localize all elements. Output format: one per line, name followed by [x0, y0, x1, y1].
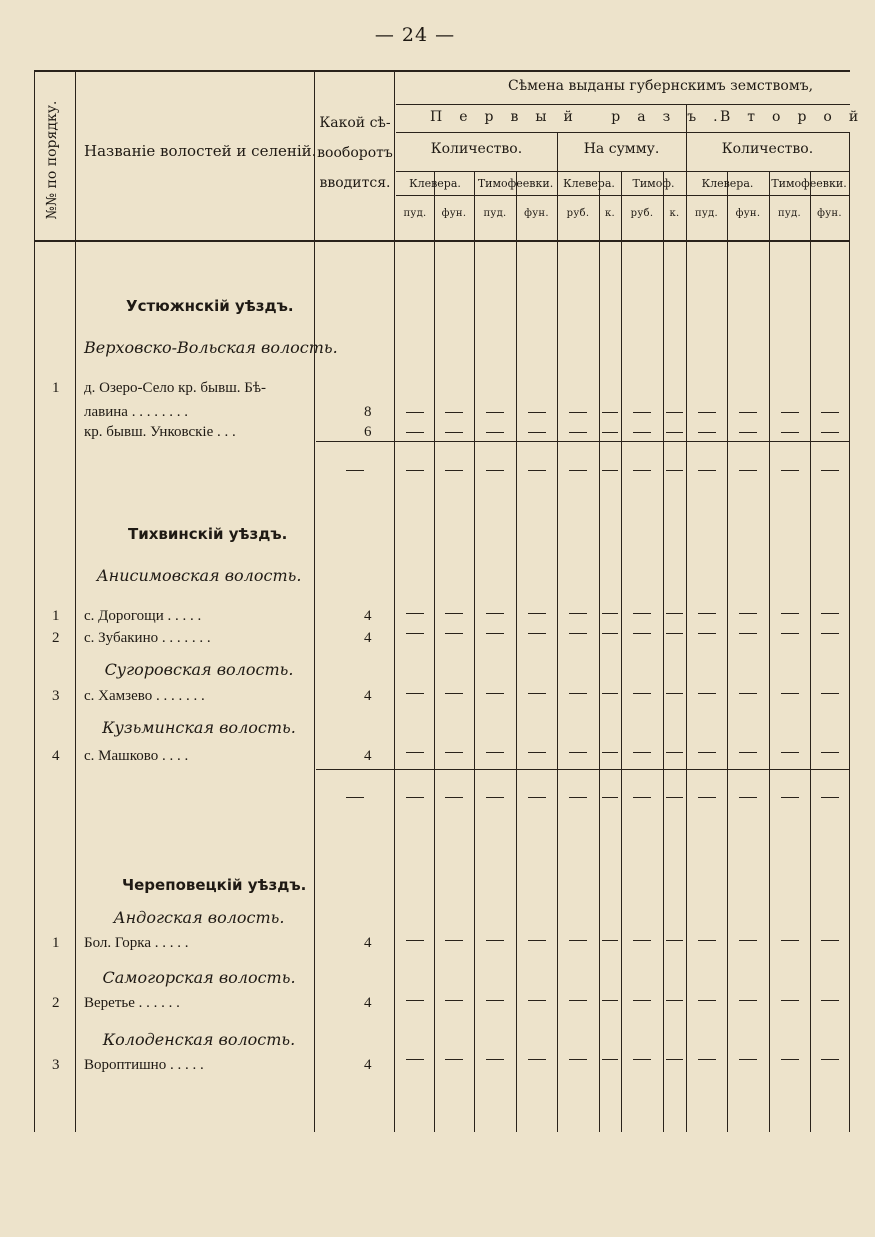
- empty-cell-dash: [569, 797, 587, 798]
- empty-cell-dash: [406, 797, 424, 798]
- empty-cell-dash: [486, 1000, 504, 1001]
- empty-cell-dash: [406, 470, 424, 471]
- empty-cell-dash: [445, 752, 463, 753]
- empty-cell-dash: [781, 470, 799, 471]
- empty-cell-dash: [602, 613, 618, 614]
- empty-cell-dash: [781, 797, 799, 798]
- empty-cell-dash: [698, 797, 716, 798]
- empty-cell-dash: [528, 470, 546, 471]
- empty-cell-dash: [486, 1059, 504, 1060]
- empty-cell-dash: [569, 752, 587, 753]
- empty-cell-dash: [739, 633, 757, 634]
- column-rule: [314, 70, 315, 1132]
- issued-header: Сѣмена выданы губернскимъ земствомъ,: [508, 78, 814, 94]
- row-number: 3: [52, 688, 60, 704]
- empty-cell-dash: [445, 1000, 463, 1001]
- empty-cell-dash: [528, 797, 546, 798]
- column-rule: [434, 171, 435, 1132]
- row-number: 1: [52, 608, 60, 624]
- volost-name: Андогская волость.: [113, 908, 285, 927]
- empty-cell-dash: [781, 432, 799, 433]
- column-rule: [849, 132, 850, 1132]
- empty-cell-dash: [739, 752, 757, 753]
- empty-cell-dash: [633, 470, 651, 471]
- rotation-value: 4: [364, 995, 372, 1011]
- empty-cell-dash: [739, 940, 757, 941]
- uezd-title: Устюжнскій уѣздъ.: [126, 297, 294, 315]
- header-rule: [396, 104, 850, 105]
- unit-label: пуд.: [694, 208, 719, 219]
- column-rule: [810, 171, 811, 1132]
- unit-label: фун.: [524, 208, 549, 219]
- rotation-value: 8: [364, 404, 372, 420]
- empty-cell-dash: [666, 432, 683, 433]
- empty-cell-dash: [666, 412, 683, 413]
- header-rule: [396, 171, 850, 172]
- page-number: — 24 —: [374, 24, 456, 46]
- rotation-value: 4: [364, 630, 372, 646]
- empty-cell-dash: [666, 693, 683, 694]
- unit-label: фун.: [735, 208, 761, 219]
- empty-cell-dash: [821, 752, 839, 753]
- empty-cell-dash: [821, 940, 839, 941]
- empty-cell-dash: [445, 470, 463, 471]
- empty-cell-dash: [569, 1059, 587, 1060]
- column-rule: [474, 171, 475, 1132]
- empty-cell-dash: [528, 1059, 546, 1060]
- empty-cell-dash: [698, 432, 716, 433]
- village-name: д. Озеро-Село кр. бывш. Бѣ-: [84, 380, 267, 396]
- column-rule: [557, 132, 558, 1132]
- empty-cell-dash: [406, 412, 424, 413]
- empty-cell-dash: [666, 1000, 683, 1001]
- empty-cell-dash: [633, 797, 651, 798]
- unit-label: к.: [669, 208, 680, 219]
- empty-cell-dash: [739, 613, 757, 614]
- volost-name: Сугоровская волость.: [104, 660, 294, 679]
- empty-cell-dash: [569, 412, 587, 413]
- empty-cell-dash: [666, 613, 683, 614]
- empty-cell-dash: [698, 613, 716, 614]
- empty-cell-dash: [406, 693, 424, 694]
- village-name: лавина . . . . . . . .: [84, 404, 188, 420]
- volost-name: Верховско-Вольская волость.: [84, 338, 338, 357]
- uezd-title: Тихвинскій уѣздъ.: [128, 525, 288, 543]
- table-top-border: [34, 70, 850, 72]
- empty-cell-dash: [633, 412, 651, 413]
- empty-cell-dash: [602, 432, 618, 433]
- empty-cell-dash: [528, 693, 546, 694]
- row-number: 4: [52, 748, 60, 764]
- village-name: Веретье . . . . . .: [84, 995, 180, 1011]
- empty-cell-dash: [486, 633, 504, 634]
- empty-cell-dash: [569, 432, 587, 433]
- rotation-value: 6: [364, 424, 372, 440]
- name-header: Названіе волостей и селеній.: [84, 142, 317, 160]
- empty-cell-dash: [528, 613, 546, 614]
- empty-cell-dash: [445, 797, 463, 798]
- empty-cell-dash: [821, 613, 839, 614]
- empty-cell-dash: [569, 693, 587, 694]
- empty-cell-dash: [602, 693, 618, 694]
- empty-cell-dash: [602, 470, 618, 471]
- empty-cell-dash: [486, 693, 504, 694]
- column-rule: [663, 171, 664, 1132]
- rotation-header-line3: вводится.: [319, 175, 391, 191]
- empty-cell-dash: [633, 693, 651, 694]
- empty-cell-dash: [698, 1059, 716, 1060]
- empty-cell-dash: [486, 412, 504, 413]
- row-number: 2: [52, 630, 60, 646]
- empty-cell-dash: [346, 797, 364, 798]
- empty-cell-dash: [698, 693, 716, 694]
- second-time-header: Второй: [720, 109, 875, 125]
- empty-cell-dash: [821, 797, 839, 798]
- unit-label: руб.: [566, 208, 590, 219]
- village-name: с. Зубакино . . . . . . .: [84, 630, 211, 646]
- row-number: 2: [52, 995, 60, 1011]
- amount-header: На сумму.: [583, 141, 660, 157]
- empty-cell-dash: [528, 1000, 546, 1001]
- rotation-value: 4: [364, 608, 372, 624]
- column-rule: [686, 104, 687, 1132]
- empty-cell-dash: [781, 1059, 799, 1060]
- unit-label: пуд.: [403, 208, 427, 219]
- column-rule: [769, 171, 770, 1132]
- empty-cell-dash: [698, 633, 716, 634]
- column-rule: [621, 171, 622, 1132]
- column-rule: [75, 70, 76, 1132]
- empty-cell-dash: [445, 412, 463, 413]
- rotation-header-line1: Какой сѣ-: [319, 115, 391, 131]
- unit-label: руб.: [630, 208, 654, 219]
- rotation-header-line2: вооборотъ: [317, 145, 393, 161]
- empty-cell-dash: [528, 412, 546, 413]
- empty-cell-dash: [633, 432, 651, 433]
- column-rule: [599, 171, 600, 1132]
- empty-cell-dash: [633, 1000, 651, 1001]
- empty-cell-dash: [445, 613, 463, 614]
- empty-cell-dash: [698, 752, 716, 753]
- header-rule: [396, 132, 850, 133]
- empty-cell-dash: [739, 412, 757, 413]
- empty-cell-dash: [821, 470, 839, 471]
- empty-cell-dash: [406, 432, 424, 433]
- empty-cell-dash: [666, 633, 683, 634]
- empty-cell-dash: [445, 432, 463, 433]
- empty-cell-dash: [602, 412, 618, 413]
- unit-label: к.: [604, 208, 616, 219]
- row-number: 3: [52, 1057, 60, 1073]
- volost-name: Анисимовская волость.: [96, 566, 302, 585]
- empty-cell-dash: [739, 1059, 757, 1060]
- column-rule: [394, 70, 395, 1132]
- empty-cell-dash: [633, 613, 651, 614]
- empty-cell-dash: [569, 1000, 587, 1001]
- rotation-value: 4: [364, 748, 372, 764]
- empty-cell-dash: [486, 940, 504, 941]
- empty-cell-dash: [602, 1059, 618, 1060]
- volost-name: Кузьминская волость.: [102, 718, 296, 737]
- timothy-header: Тимофеевки.: [477, 177, 554, 190]
- unit-label: пуд.: [777, 208, 802, 219]
- clover-header: Клевера.: [409, 177, 461, 190]
- empty-cell-dash: [821, 432, 839, 433]
- empty-cell-dash: [739, 797, 757, 798]
- timothy2-header: Тимофеевки.: [771, 177, 847, 190]
- empty-cell-dash: [445, 693, 463, 694]
- empty-cell-dash: [528, 432, 546, 433]
- empty-cell-dash: [445, 633, 463, 634]
- empty-cell-dash: [445, 1059, 463, 1060]
- row-number: 1: [52, 935, 60, 951]
- column-rule: [727, 171, 728, 1132]
- uezd-title: Череповецкій уѣздъ.: [122, 876, 307, 894]
- rotation-value: 4: [364, 935, 372, 951]
- rotation-value: 4: [364, 688, 372, 704]
- empty-cell-dash: [602, 797, 618, 798]
- village-name: Бол. Горка . . . . .: [84, 935, 189, 951]
- empty-cell-dash: [781, 613, 799, 614]
- village-name: с. Машково . . . .: [84, 748, 189, 764]
- empty-cell-dash: [569, 470, 587, 471]
- empty-cell-dash: [781, 940, 799, 941]
- empty-cell-dash: [569, 613, 587, 614]
- empty-cell-dash: [569, 633, 587, 634]
- timothy-short-header: Тимоф.: [632, 177, 675, 190]
- header-rule: [396, 195, 850, 196]
- empty-cell-dash: [633, 940, 651, 941]
- empty-cell-dash: [821, 1000, 839, 1001]
- empty-cell-dash: [602, 633, 618, 634]
- column-rule: [516, 171, 517, 1132]
- empty-cell-dash: [821, 693, 839, 694]
- empty-cell-dash: [486, 613, 504, 614]
- unit-label: пуд.: [483, 208, 507, 219]
- unit-label: фун.: [817, 208, 842, 219]
- empty-cell-dash: [486, 432, 504, 433]
- empty-cell-dash: [486, 752, 504, 753]
- empty-cell-dash: [633, 752, 651, 753]
- empty-cell-dash: [633, 633, 651, 634]
- empty-cell-dash: [406, 633, 424, 634]
- empty-cell-dash: [602, 940, 618, 941]
- empty-cell-dash: [666, 797, 683, 798]
- empty-cell-dash: [698, 940, 716, 941]
- village-name: с. Дорогощи . . . . .: [84, 608, 202, 624]
- empty-cell-dash: [602, 752, 618, 753]
- empty-cell-dash: [698, 470, 716, 471]
- first-time-header: Первый разъ.: [430, 109, 735, 125]
- empty-cell-dash: [821, 633, 839, 634]
- empty-cell-dash: [821, 412, 839, 413]
- empty-cell-dash: [406, 752, 424, 753]
- volost-name: Колоденская волость.: [102, 1030, 296, 1049]
- empty-cell-dash: [698, 1000, 716, 1001]
- empty-cell-dash: [528, 940, 546, 941]
- unit-label: фун.: [441, 208, 467, 219]
- empty-cell-dash: [781, 633, 799, 634]
- clover3-header: Клевера.: [701, 177, 754, 190]
- empty-cell-dash: [666, 752, 683, 753]
- volost-name: Самогорская волость.: [102, 968, 296, 987]
- empty-cell-dash: [666, 1059, 683, 1060]
- empty-cell-dash: [781, 752, 799, 753]
- empty-cell-dash: [739, 470, 757, 471]
- empty-cell-dash: [569, 940, 587, 941]
- empty-cell-dash: [486, 470, 504, 471]
- order-header: №№ по порядку.: [44, 100, 60, 220]
- empty-cell-dash: [406, 613, 424, 614]
- empty-cell-dash: [666, 470, 683, 471]
- empty-cell-dash: [698, 412, 716, 413]
- empty-cell-dash: [739, 1000, 757, 1001]
- empty-cell-dash: [602, 1000, 618, 1001]
- empty-cell-dash: [406, 1000, 424, 1001]
- empty-cell-dash: [406, 1059, 424, 1060]
- empty-cell-dash: [666, 940, 683, 941]
- empty-cell-dash: [781, 693, 799, 694]
- rotation-value: 4: [364, 1057, 372, 1073]
- village-name: Вороптишно . . . . .: [84, 1057, 204, 1073]
- empty-cell-dash: [486, 797, 504, 798]
- empty-cell-dash: [406, 940, 424, 941]
- quantity2-header: Количество.: [721, 141, 814, 157]
- empty-cell-dash: [528, 752, 546, 753]
- empty-cell-dash: [528, 633, 546, 634]
- quantity-header: Количество.: [430, 141, 523, 157]
- empty-cell-dash: [633, 1059, 651, 1060]
- empty-cell-dash: [739, 693, 757, 694]
- empty-cell-dash: [781, 1000, 799, 1001]
- village-name: кр. бывш. Унковскіе . . .: [84, 424, 236, 440]
- empty-cell-dash: [781, 412, 799, 413]
- empty-cell-dash: [821, 1059, 839, 1060]
- empty-cell-dash: [445, 940, 463, 941]
- clover2-header: Клевера.: [563, 177, 615, 190]
- empty-cell-dash: [346, 470, 364, 471]
- village-name: с. Хамзево . . . . . . .: [84, 688, 205, 704]
- empty-cell-dash: [739, 432, 757, 433]
- row-number: 1: [52, 380, 60, 396]
